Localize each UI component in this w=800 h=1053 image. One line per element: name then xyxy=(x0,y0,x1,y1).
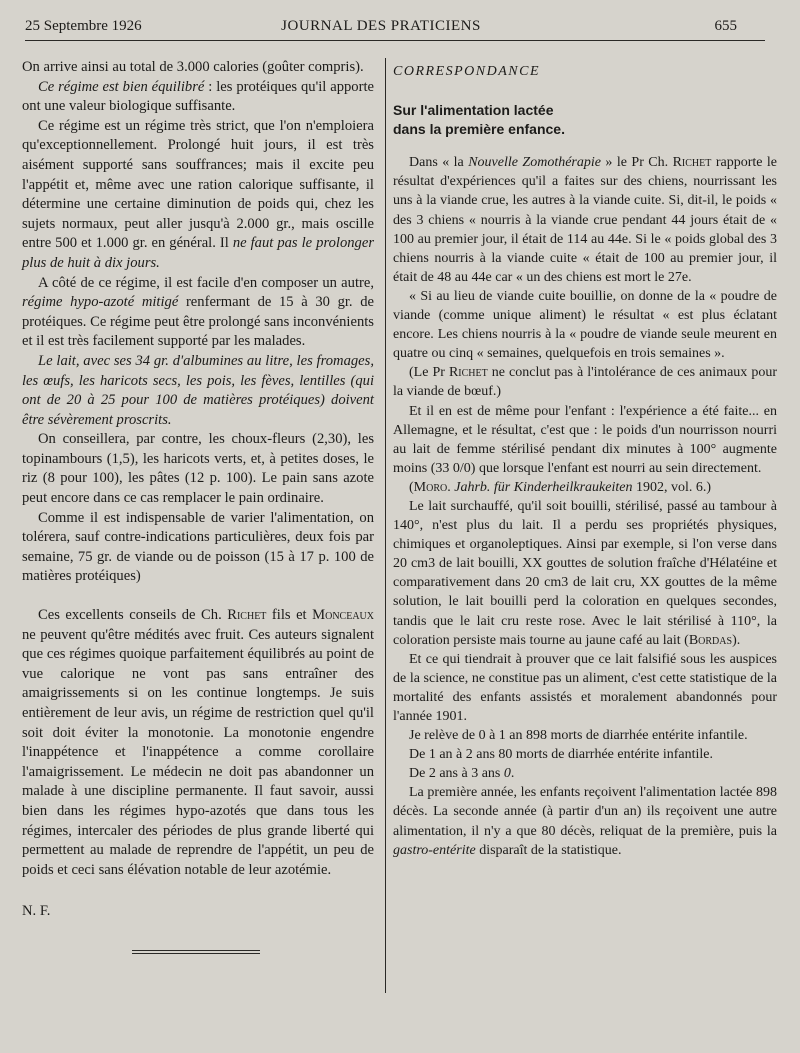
article-end-rule xyxy=(132,950,260,954)
left-column xyxy=(22,58,374,954)
paragraph: Ces excellents conseils de Ch. Richet fils et Monceaux ne peuvent qu'être médités avec fruit. Ces auteurs signalent que ces régimes quoique parfaitement équilibrés au point de vue calorique ne vont pas sans entraîner des amaigrissements si on les continue longtemps. Je suis entièrement de leur avis, un régime de restriction quel qu'il soit doit éviter la monotonie. La monotonie engendre l'inappétence et l'inappétence a comme corollaire l'amaigrissement. Le médecin ne doit pas abandonner un malade à une discipline permanente. Il faut savoir, aussi bien dans les régimes hypo-azotés que dans tous les régimes, intercaler des périodes de plus grande liberté qui permettent au malade de reprendre de l'appétit, un peu de poids et ceci sans élévation notable de leur azotémie. xyxy=(22,607,374,878)
paragraph: De 2 ans à 3 ans 0. xyxy=(409,766,515,782)
author-signature: N. F. xyxy=(22,903,51,920)
header-date: 25 Septembre 1926 xyxy=(25,18,142,34)
section-heading: CORRESPONDANCE xyxy=(393,64,540,79)
paragraph: La première année, les enfants reçoivent l'alimentation lactée 898 décès. La seconde année (à partir d'un an) ils reçoivent une autre alimentation, il n'y a que 80 décès, reliquat de la première, puis la gastro-entérite disparaît de la statistique. xyxy=(393,785,777,858)
paragraph: Dans « la Nouvelle Zomothérapie » le Pr Ch. Richet rapporte le résultat d'expériences qu'il a faites sur des chiens, nourrissant les uns à la viande crue, les autres à la viande cuite. Si, dit-il, le poids « des 3 chiens « nourris à la viande crue pendant 44 jours était de « 100 au premier jour, il était de 114 au 44e. Si le « poids global des 3 chiens nourris à la viande cuite « était de 100 au premier jour, il était de 48 au 44e car « un des chiens est mort le 27e. xyxy=(393,155,778,285)
paragraph: Et il en est de même pour l'enfant : l'expérience a été faite... en Allemagne, et le résultat, c'est que : le poids d'un nourrisson nourri au lait de femme stérilisé pendant dix minutes à 100° augmente moins (33 0/0) que lorsque l'enfant est nourri au sein directement. xyxy=(393,403,777,476)
paragraph: On conseillera, par contre, les choux-fleurs (2,30), les topinambours (1,5), les haricots verts, et, à petites doses, le riz (8 pour 100), les pâtes (12 p. 100). Le pain sans azote peut encore dans ce cas remplacer le pain ordinaire. xyxy=(22,431,374,507)
paragraph: Ce régime est un régime très strict, que l'on n'emploiera qu'exceptionnellement. Prolongé huit jours, il est très aisément supporté sans souffrances; mais il excite peu l'appétit et, même avec une ration calorique suffisante, il détermine une certaine diminution de poids qui, chez les sujets normaux, peut aller jusqu'à 2.000 gr., mais oscille entre 500 et 1.000 gr. en général. Il ne faut pas le prolonger plus de huit à dix jours. xyxy=(22,117,375,271)
header-page-number: 655 xyxy=(714,18,737,34)
paragraph: (Le Pr Richet ne conclut pas à l'intolérance de ces animaux pour la viande de bœuf.) xyxy=(393,365,777,400)
paragraph: Le lait, avec ses 34 gr. d'albumines au litre, les fromages, les œufs, les haricots secs, les pois, les fèves, lentilles (qui ont de 20 à 25 pour 100 de matières protéiques) doivent être sévèrement proscrits. xyxy=(22,352,374,428)
paragraph: « Si au lieu de viande cuite bouillie, on donne de la « poudre de viande (comme unique aliment) le résultat « est plus éclatant encore. Les chiens nourris à la « poudre de viande seule meurent en quatre ou cinq « semaines, quelquefois en trois semaines ». xyxy=(393,288,777,362)
paragraph: Je relève de 0 à 1 an 898 morts de diarrhée entérite infantile. xyxy=(409,728,748,744)
header-journal-title: JOURNAL DES PRATICIENS xyxy=(281,18,481,34)
paragraph: Ce régime est bien équilibré : les protéiques qu'il apporte ont une valeur biologique suffisante. xyxy=(22,78,374,115)
citation: (Moro. Jahrb. für Kinderheilkraukeiten 1902, vol. 6.) xyxy=(409,479,712,495)
paragraph: De 1 an à 2 ans 80 morts de diarrhée entérite infantile. xyxy=(409,747,713,763)
header-rule xyxy=(25,40,765,41)
page-header xyxy=(25,18,737,38)
column-divider xyxy=(385,58,386,993)
paragraph: Et ce qui tiendrait à prouver que ce lait falsifié sous les auspices de la science, ne constitue pas un aliment, c'est cette statistique de la mortalité des enfants assistés et moralement abandonnés pour l'année 1901. xyxy=(393,651,777,724)
paragraph: On arrive ainsi au total de 3.000 calories (goûter compris). xyxy=(22,59,364,75)
paragraph: Comme il est indispensable de varier l'alimentation, on tolérera, sauf contre-indications particulières, deux fois par semaine, 75 gr. de viande ou de poisson (15 à 17 p. 100 de matières protéiques) xyxy=(22,509,374,585)
right-column xyxy=(393,62,777,860)
paragraph: A côté de ce régime, il est facile d'en composer un autre, régime hypo-azoté mitigé renfermant de 15 à 30 gr. de protéiques. Ce régime peut être prolongé sans inconvénients et il est très facilement supporté par les malades. xyxy=(22,274,374,350)
article-title: Sur l'alimentation lactée dans la première enfance. xyxy=(393,102,565,138)
paragraph: Le lait surchauffé, qu'il soit bouilli, stérilisé, passé au tambour à 140°, n'est plus du lait. Il a perdu ses propriétés physiques, chimiques et organoleptiques. Ainsi par exemple, si l'on verse dans 20 cm3 de lait bouilli, XX gouttes de solution fraîche d'Hélatéine et comparativement dans 20 cm3 de lait cru, XX gouttes de la même solution, le lait bouilli perd la coloration en quelques secondes, tandis que le lait cru reste rose. Avec le lait stérilisé à 110°, la coloration persiste mais tourne au jaune café au lait (Bordas). xyxy=(393,498,777,648)
